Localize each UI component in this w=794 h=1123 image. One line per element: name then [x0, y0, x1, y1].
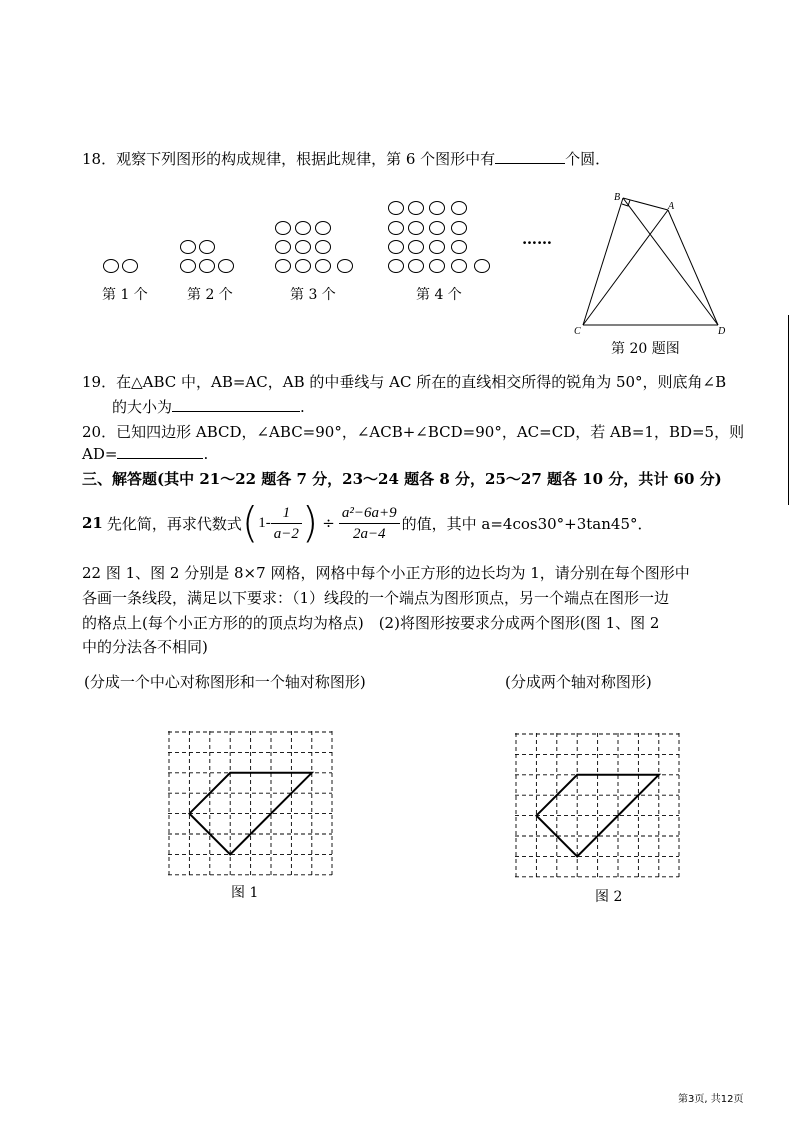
circle — [103, 259, 119, 273]
grid-figure-1 — [168, 731, 334, 876]
fraction-2-denominator: 2a−4 — [352, 525, 386, 542]
circle — [275, 240, 291, 254]
q21-expression — [82, 498, 653, 548]
circle — [295, 240, 311, 254]
quadrilateral-shape — [536, 775, 658, 857]
circle — [122, 259, 138, 273]
segment-BD — [623, 198, 718, 325]
q18-text — [82, 148, 610, 169]
point-D-label: D — [718, 326, 726, 335]
fraction-1-denominator: a−2 — [273, 525, 299, 542]
circle — [388, 201, 404, 215]
circle — [451, 259, 467, 273]
fig20-diagram — [568, 190, 738, 335]
q19-prompt: 的大小为 — [112, 398, 173, 416]
circle — [388, 221, 404, 235]
circle — [180, 259, 196, 273]
segment-BC — [583, 198, 623, 325]
q18-ellipsis: …… — [522, 230, 552, 248]
circle — [429, 259, 445, 273]
circle — [429, 201, 445, 215]
q20-prompt: AD= — [82, 445, 118, 463]
q22-requirement-1: (分成一个中心对称图形和一个轴对称图形) — [84, 673, 366, 691]
circle — [429, 240, 445, 254]
q18-suffix: 个圆． — [565, 150, 611, 168]
circle — [408, 240, 424, 254]
q22-requirement-2: (分成两个轴对称图形) — [505, 673, 652, 691]
circle — [451, 240, 467, 254]
left-paren: ( — [241, 498, 259, 547]
q21-number: 21 — [82, 514, 103, 532]
circle — [199, 240, 215, 254]
circle — [337, 259, 353, 273]
q18-label-3: 第 3 个 — [290, 287, 336, 303]
q21-lead: 先化简，再求代数式 — [106, 514, 242, 533]
fig20-caption: 第 20 题图 — [611, 341, 680, 357]
q18-stem: 18．观察下列图形的构成规律，根据此规律，第 6 个图形中有 — [82, 150, 496, 168]
quadrilateral-shape — [189, 773, 311, 855]
fig1-caption: 图 1 — [231, 885, 259, 901]
q20-line2 — [82, 444, 208, 463]
circle — [408, 221, 424, 235]
right-angle-mark — [622, 200, 630, 206]
q22-line3: 的格点上(每个小正方形的的顶点均为格点) (2)将图形按要求分成两个图形(图 1、图 2 — [82, 614, 660, 632]
q18-answer-blank — [495, 149, 565, 164]
circle — [429, 221, 445, 235]
point-C-label: C — [574, 326, 581, 335]
q21-fraction-2 — [339, 503, 400, 544]
scrollbar[interactable] — [788, 315, 794, 505]
circle — [451, 221, 467, 235]
q19-answer-blank — [172, 397, 300, 412]
circle — [451, 201, 467, 215]
circle — [474, 259, 490, 273]
fig2-caption: 图 2 — [595, 889, 623, 905]
fraction-1-numerator: 1 — [271, 503, 302, 524]
circle — [218, 259, 234, 273]
circle — [275, 221, 291, 235]
circle — [199, 259, 215, 273]
q20-line1: 20．已知四边形 ABCD，∠ABC=90°，∠ACB+∠BCD=90°，AC=CD，若 AB=1，BD=5，则 — [82, 423, 745, 441]
segment-AC — [583, 210, 668, 325]
q18-label-2: 第 2 个 — [187, 287, 233, 303]
q22-line2: 各画一条线段，满足以下要求：（1）线段的一个端点为图形顶点，另一个端点在图形一边 — [82, 589, 670, 607]
circle — [295, 259, 311, 273]
point-A-label: A — [668, 201, 675, 212]
section3-heading: 三、解答题(其中 21～22 题各 7 分，23～24 题各 8 分，25～27 题各 10 分，共计 60 分) — [82, 470, 722, 488]
q20-period: . — [203, 445, 209, 463]
circle — [408, 259, 424, 273]
q19-line1: 19．在△ABC 中，AB=AC，AB 的中垂线与 AC 所在的直线相交所得的锐角为 50°，则底角∠B — [82, 373, 727, 391]
q21-fraction-1 — [271, 503, 302, 544]
circle — [388, 259, 404, 273]
q22-line4: 中的分法各不相同) — [82, 638, 208, 656]
q20-answer-blank — [117, 444, 203, 459]
page-number: 第3页, 共12页 — [678, 1094, 744, 1105]
fraction-2-numerator: a²−6a+9 — [339, 503, 400, 524]
q22-line1: 22 图 1、图 2 分别是 8×7 网格，网格中每个小正方形的边长均为 1，请分别在每个图形中 — [82, 564, 690, 582]
circle — [408, 201, 424, 215]
circle — [180, 240, 196, 254]
segment-BA — [623, 198, 668, 210]
q19-line2 — [112, 396, 305, 417]
q18-label-4: 第 4 个 — [416, 287, 462, 303]
circle — [315, 259, 331, 273]
circle — [295, 221, 311, 235]
circle — [275, 259, 291, 273]
grid-figure-2 — [515, 733, 681, 878]
circle — [388, 240, 404, 254]
dashed-grid-lines — [515, 733, 679, 877]
q18-label-1: 第 1 个 — [102, 287, 148, 303]
q21-tail: 的值，其中 a=4cos30°+3tan45°． — [401, 514, 653, 533]
q21-one: 1- — [258, 514, 271, 531]
circle — [315, 240, 331, 254]
point-B-label: B — [614, 192, 621, 203]
right-paren: ) — [301, 498, 319, 547]
circle — [315, 221, 331, 235]
q19-period: . — [300, 398, 305, 416]
dashed-grid-lines — [168, 731, 332, 875]
divide-sign: ÷ — [322, 514, 335, 532]
